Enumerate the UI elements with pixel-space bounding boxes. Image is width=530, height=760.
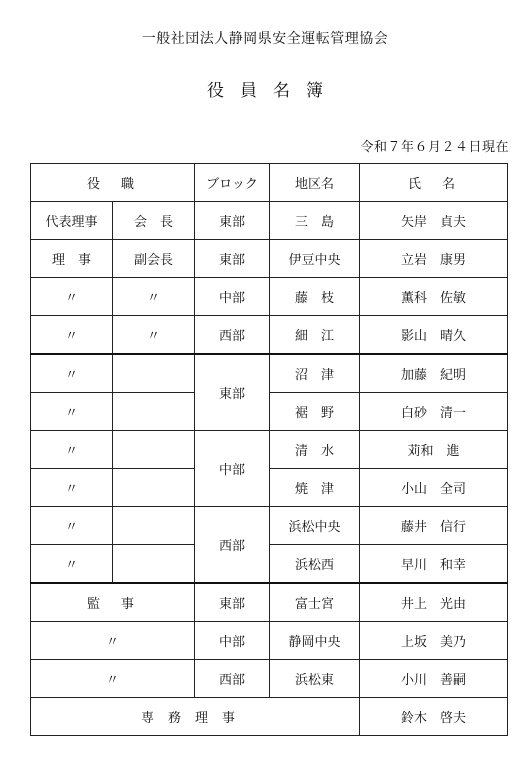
name-cell: 白砂 清一 [360,393,508,431]
block-cell: 東部 [195,354,270,431]
role-cell: 〃 [31,507,113,545]
table-row [31,240,508,278]
as-of-date: 令和７年６月２４日現在 [360,140,509,155]
block-cell: 中部 [195,431,270,507]
block-cell: 東部 [195,240,270,278]
district-cell: 三 島 [270,202,360,240]
district-cell: 浜松中央 [270,507,360,545]
district-cell: 浜松東 [270,660,360,698]
name-cell: 薫科 佐敏 [360,278,508,316]
table-row [31,316,508,355]
subrole-cell: 会 長 [113,202,195,240]
document-title: 役員名簿 [207,81,339,101]
role-cell: 〃 [31,660,195,698]
table-row [31,545,508,584]
table-row [31,507,508,545]
table-row [31,431,508,469]
subrole-cell [113,545,195,584]
name-cell: 早川 和幸 [360,545,508,584]
role-cell: 〃 [31,316,113,355]
district-cell: 静岡中央 [270,622,360,660]
name-cell: 井上 光由 [360,583,508,622]
role-cell: 代表理事 [31,202,113,240]
column-header-position: 役 職 [31,164,195,202]
column-header-name: 氏 名 [360,164,508,202]
subrole-cell [113,431,195,469]
name-cell: 上坂 美乃 [360,622,508,660]
district-cell: 浜松西 [270,545,360,584]
role-cell: 〃 [31,393,113,431]
subrole-cell [113,354,195,393]
subrole-cell [113,393,195,431]
officer-roster-table [30,163,508,736]
block-cell: 中部 [195,622,270,660]
block-cell: 東部 [195,583,270,622]
district-cell: 伊豆中央 [270,240,360,278]
organization-name: 一般社団法人静岡県安全運転管理協会 [141,31,389,47]
district-cell: 富士宮 [270,583,360,622]
subrole-cell: 〃 [113,316,195,355]
district-cell: 裾 野 [270,393,360,431]
table-row [31,354,508,393]
column-header-district: 地区名 [270,164,360,202]
block-cell: 西部 [195,660,270,698]
name-cell: 影山 晴久 [360,316,508,355]
subrole-cell [113,507,195,545]
district-cell: 沼 津 [270,354,360,393]
name-cell: 小川 善嗣 [360,660,508,698]
role-cell: 専務理事 [31,698,360,736]
table-row [31,202,508,240]
role-cell: 〃 [31,354,113,393]
table-header-row [31,164,508,202]
district-cell: 焼 津 [270,469,360,507]
name-cell: 藤井 信行 [360,507,508,545]
column-header-block: ブロック [195,164,270,202]
subrole-cell [113,469,195,507]
table-row [31,393,508,431]
name-cell: 矢岸 貞夫 [360,202,508,240]
district-cell: 細 江 [270,316,360,355]
name-cell: 鈴木 啓夫 [360,698,508,736]
block-cell: 東部 [195,202,270,240]
district-cell: 清 水 [270,431,360,469]
role-cell: 〃 [31,469,113,507]
block-cell: 西部 [195,507,270,584]
role-cell: 〃 [31,431,113,469]
name-cell: 立岩 康男 [360,240,508,278]
role-cell: 〃 [31,278,113,316]
table-row [31,278,508,316]
role-cell: 〃 [31,622,195,660]
subrole-cell: 副会長 [113,240,195,278]
block-cell: 中部 [195,278,270,316]
role-cell: 〃 [31,545,113,584]
role-cell: 監 事 [31,583,195,622]
table-row [31,469,508,507]
block-cell: 西部 [195,316,270,355]
table-row [31,583,508,622]
table-row [31,698,508,736]
district-cell: 藤 枝 [270,278,360,316]
name-cell: 苅和 進 [360,431,508,469]
subrole-cell: 〃 [113,278,195,316]
role-cell: 理 事 [31,240,113,278]
table-row [31,660,508,698]
table-row [31,622,508,660]
name-cell: 加藤 紀明 [360,354,508,393]
name-cell: 小山 全司 [360,469,508,507]
